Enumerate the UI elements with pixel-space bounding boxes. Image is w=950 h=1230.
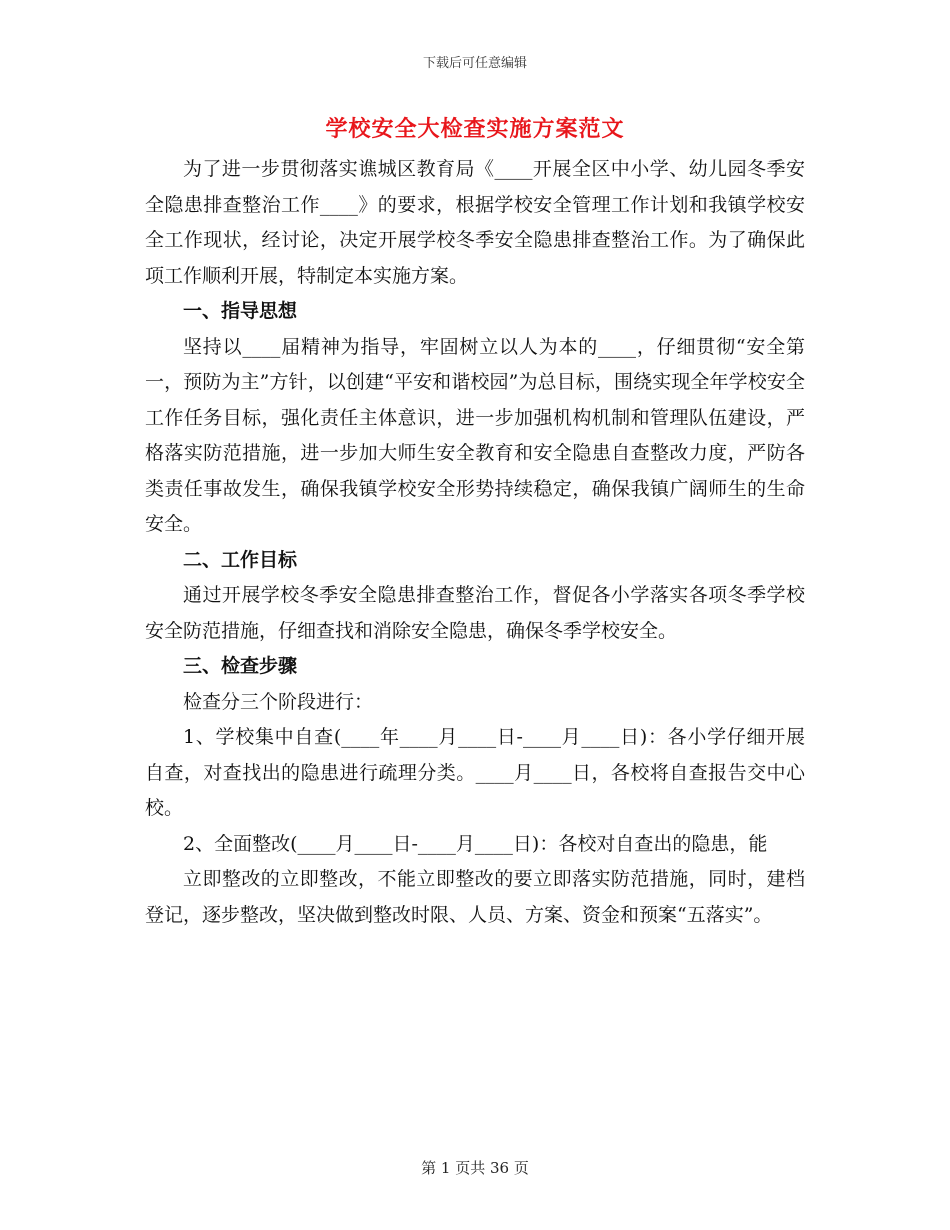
step-two-paragraph: 2、全面整改(____月____日-____月____日)：各校对自查出的隐患，能 xyxy=(183,832,768,855)
document-title: 学校安全大检查实施方案范文 xyxy=(325,116,625,142)
step-two-continued-paragraph: 立即整改的立即整改，不能立即整改的要立即落实防范措施，同时，建档登记，逐步整改，坚决做到整改时限、人员、方案、资金和预案“五落实”。 xyxy=(145,868,805,926)
work-goal-paragraph: 通过开展学校冬季安全隐患排查整治工作，督促各小学落实各项冬季学校安全防范措施，仔细查找和消除安全隐患，确保冬季学校安全。 xyxy=(145,584,805,642)
page-number: 第 1 页共 36 页 xyxy=(421,1159,529,1177)
intro-paragraph: 为了进一步贯彻落实谯城区教育局《____开展全区中小学、幼儿园冬季安全隐患排查整治工作____》的要求，根据学校安全管理工作计划和我镇学校安全工作现状，经讨论，决定开展学校冬季安全隐患排查整治工作。为了确保此项工作顺利开展，特制定本实施方案。 xyxy=(145,158,805,287)
step-one-paragraph: 1、学校集中自查(____年____月____日-____月____日)：各小学仔细开展自查，对查找出的隐患进行疏理分类。____月____日，各校将自查报告交中心校。 xyxy=(145,726,805,819)
section-heading-work-goal: 二、工作目标 xyxy=(183,548,298,571)
section-heading-guiding-thought: 一、指导思想 xyxy=(183,300,298,322)
guiding-thought-paragraph: 坚持以____届精神为指导，牢固树立以人为本的____，仔细贯彻“安全第一，预防为主”方针，以创建“平安和谐校园”为总目标，围绕实现全年学校安全工作任务目标，强化责任主体意识，进一步加强机构机制和管理队伍建设，严格落实防范措施，进一步加大师生安全教育和安全隐患自查整改力度，严防各类责任事故发生，确保我镇学校安全形势持续稳定，确保我镇广阔师生的生命安全。 xyxy=(145,335,805,535)
inspection-stages-paragraph: 检查分三个阶段进行： xyxy=(183,690,374,713)
page-header-note: 下载后可任意编辑 xyxy=(422,56,527,71)
document-body xyxy=(145,152,805,933)
section-heading-inspection-steps: 三、检查步骤 xyxy=(183,655,298,677)
